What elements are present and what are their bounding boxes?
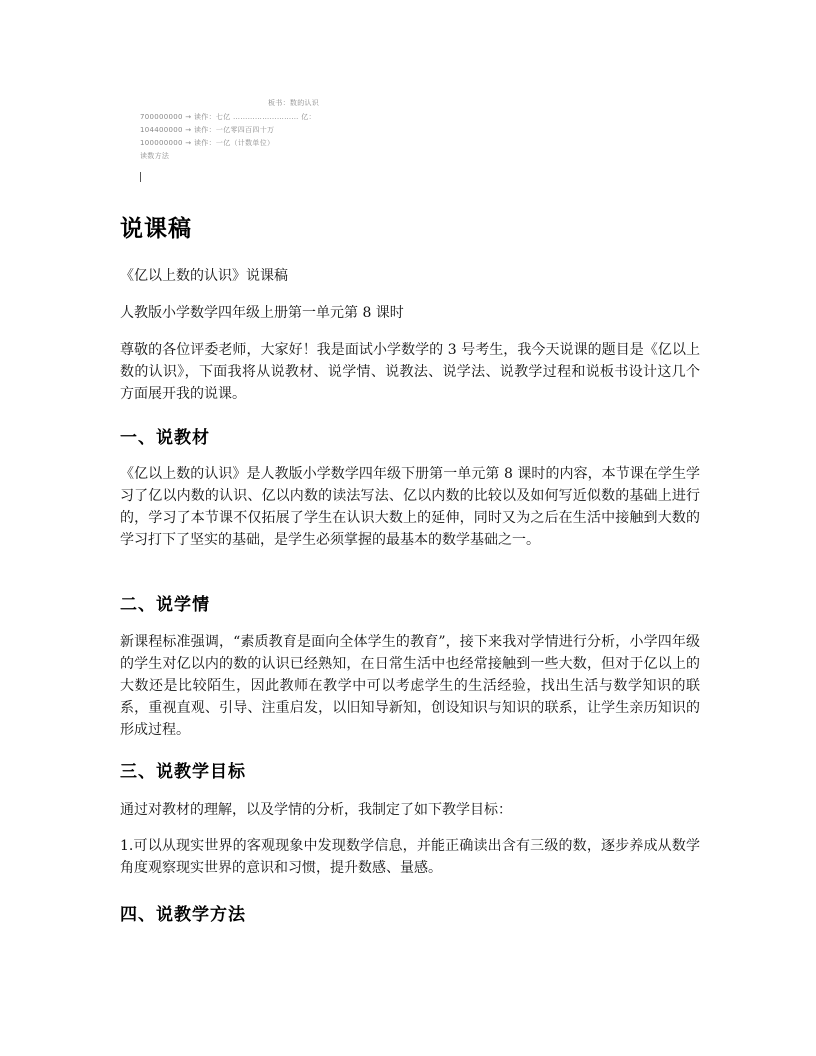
document-subtitle: 《亿以上数的认识》说课稿 [120,268,288,284]
section-heading-goals: 三、说教学目标 [120,762,246,782]
section-goals-item-1: 1.可以从现实世界的客观现象中发现数学信息，并能正确读出含有三级的数，逐步养成从数学角度观察现实世界的意识和习惯，提升数感、量感。 [120,838,700,876]
blackboard-design-image [118,92,388,188]
intro-paragraph: 尊敬的各位评委老师，大家好！我是面试小学数学的 3 号考生，我今天说课的题目是《亿以上数的认识》，下面我将从说教材、说学情、说教法、说学法、说教学过程和说板书设计这几个方面展开我的说课。 [120,342,700,402]
section-heading-textbook: 一、说教材 [120,428,210,448]
section-textbook-paragraph: 《亿以上数的认识》是人教版小学数学四年级下册第一单元第 8 课时的内容，本节课在学生学习了亿以内数的认识、亿以内数的读法写法、亿以内数的比较以及如何写近似数的基础上进行的，学习了本节课不仅拓展了学生在认识大数上的延伸，同时又为之后在生活中接触到大数的学习打下了坚实的基础，是学生必须掌握的最基本的数学基础之一。 [120,466,700,548]
section-goals-intro: 通过对教材的理解，以及学情的分析，我制定了如下教学目标： [120,802,512,818]
section-students-paragraph: 新课程标准强调，“素质教育是面向全体学生的教育”，接下来我对学情进行分析，小学四年级的学生对亿以内的数的认识已经熟知，在日常生活中也经常接触到一些大数，但对于亿以上的大数还是比较陌生，因此教师在教学中可以考虑学生的生活经验，找出生活与数学知识的联系，重视直观、引导、注重启发，以旧知导新知，创设知识与知识的联系，让学生亲历知识的形成过程。 [120,634,700,738]
edition-line: 人教版小学数学四年级上册第一单元第 8 课时 [120,305,404,321]
board-cursor-mark [140,172,141,182]
board-title: 板书：数的认识 [268,99,320,107]
page-title: 说课稿 [120,216,192,242]
board-row: 100000000 → 读作：一亿（计数单位） [140,139,275,147]
section-heading-methods: 四、说教学方法 [120,905,246,925]
section-heading-students: 二、说学情 [120,595,210,615]
board-row: 700000000 → 读作：七亿 ……………………… 亿： [140,113,316,121]
board-row: 104400000 → 读作：一亿零四百四十万 [140,126,275,134]
board-row: 读数方法 [140,152,170,160]
